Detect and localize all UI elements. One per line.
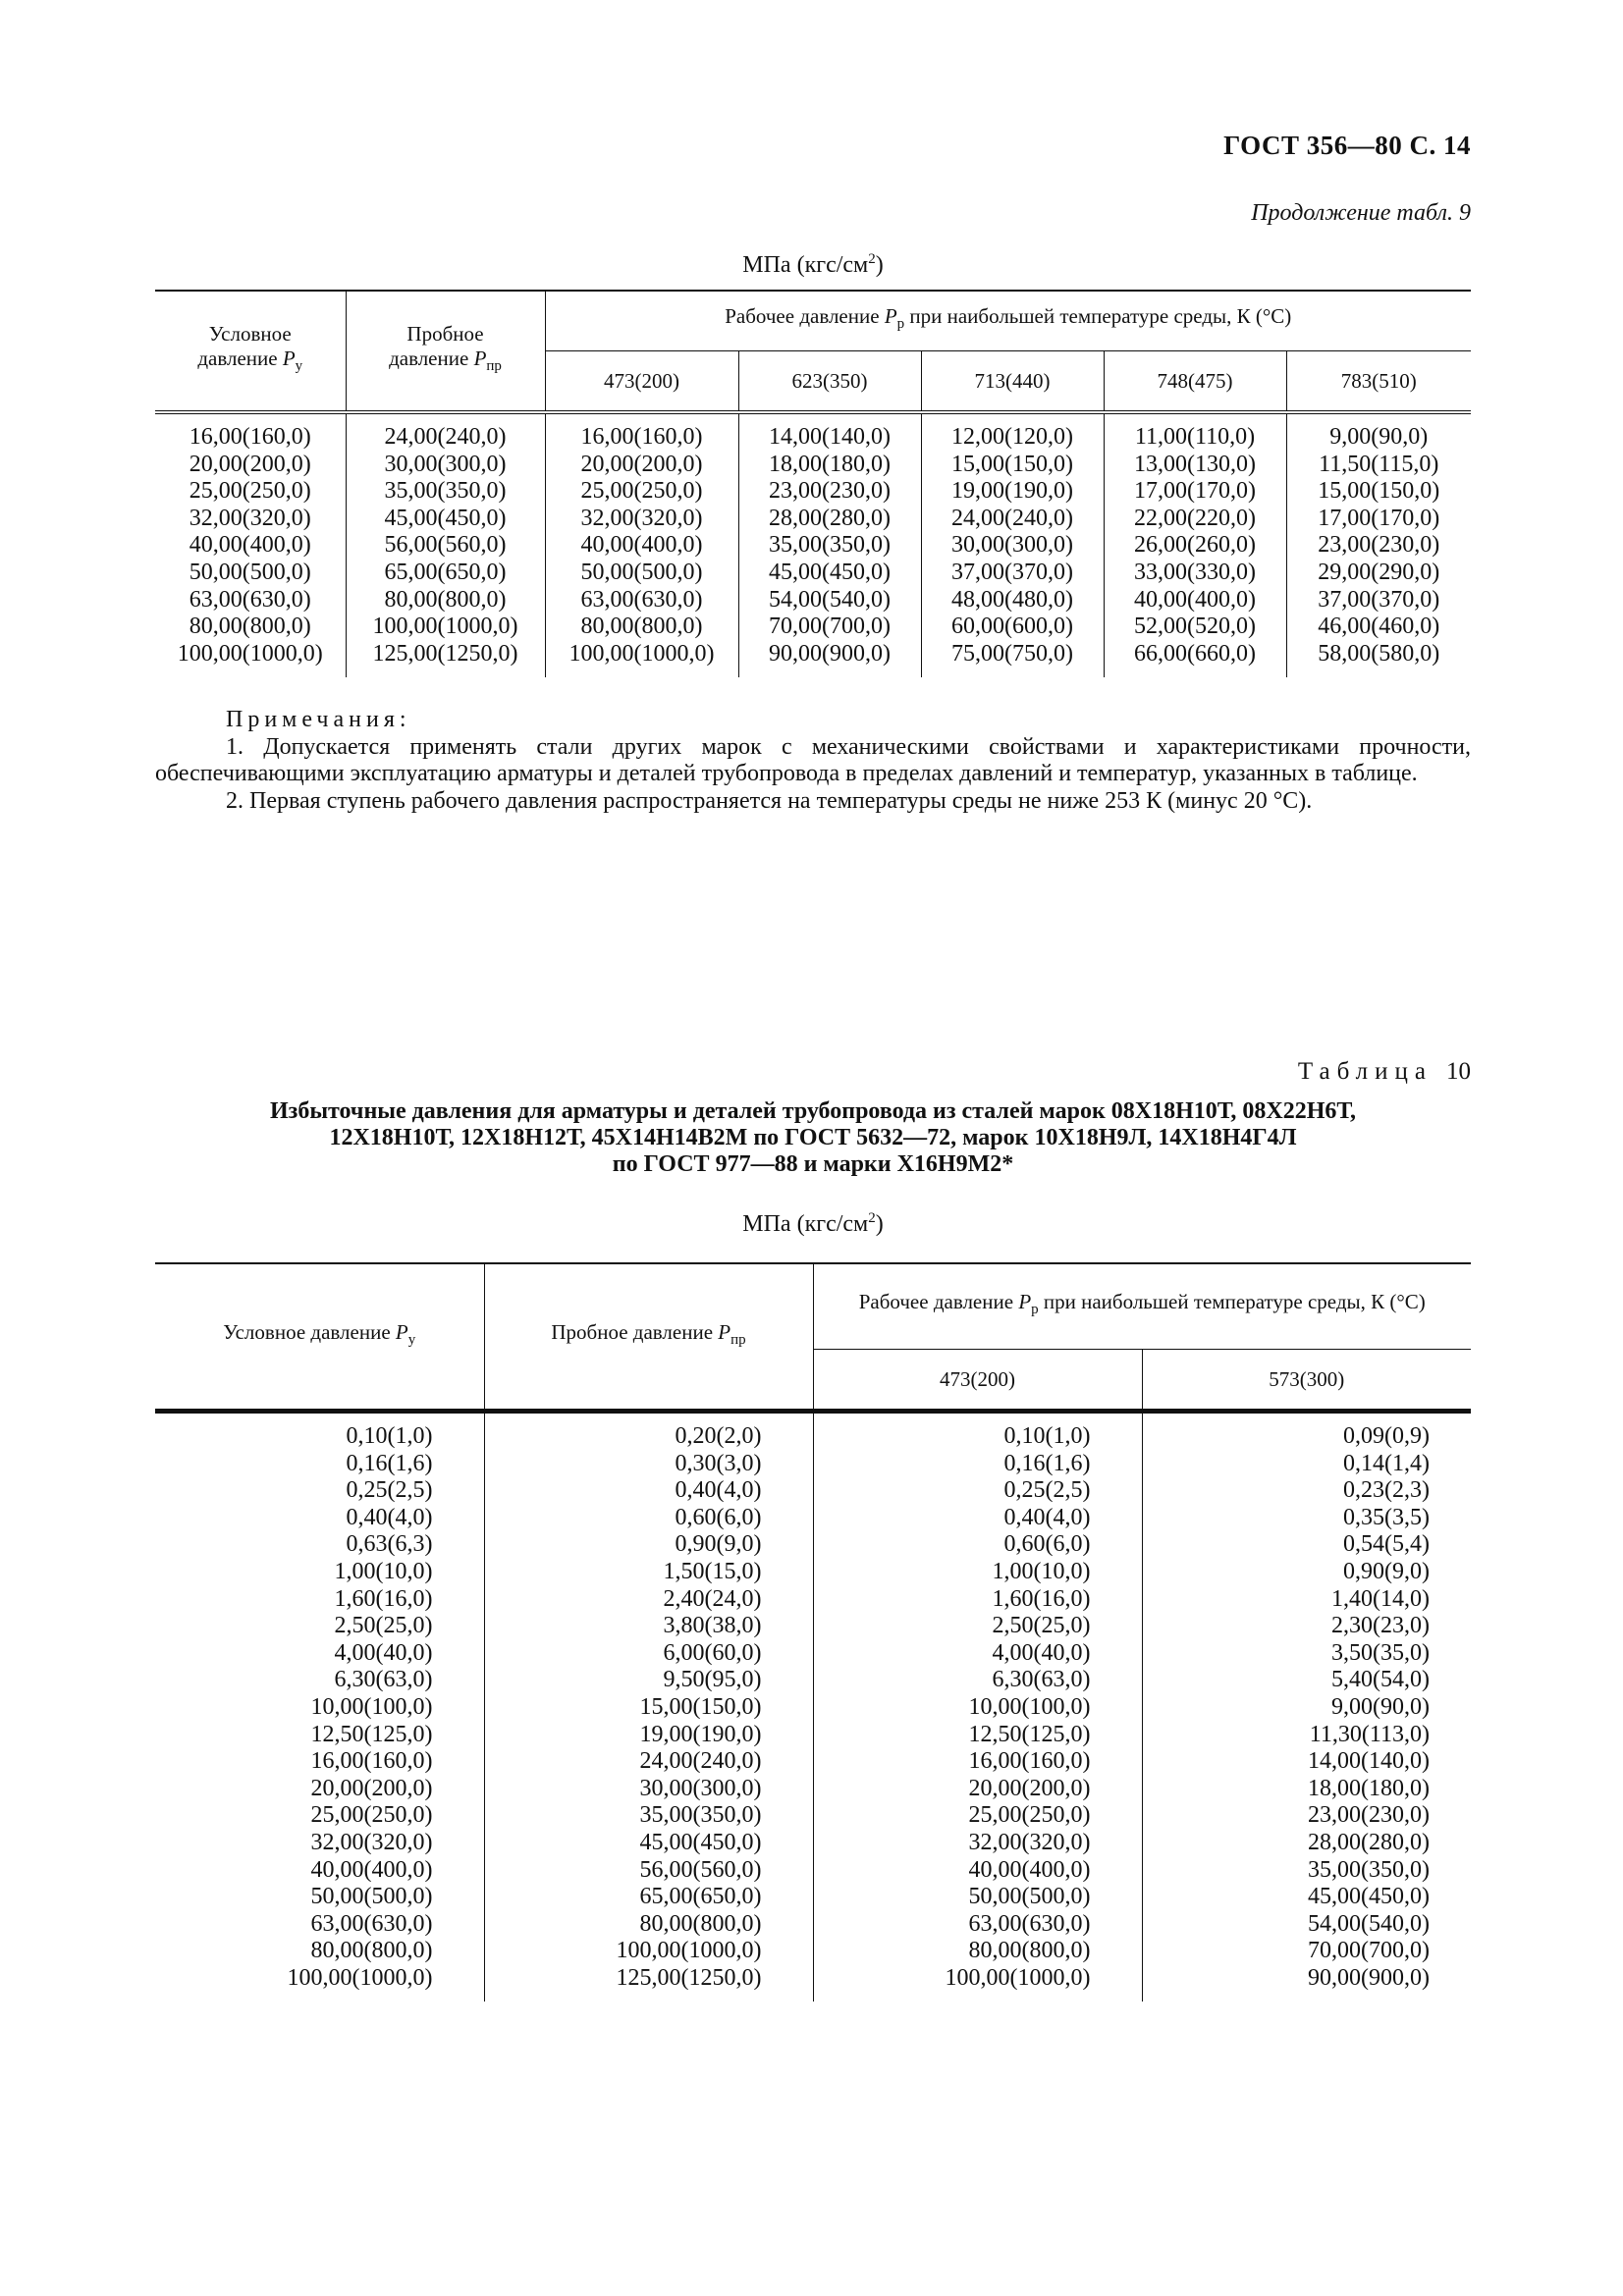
temp-header: 623(350)	[738, 351, 921, 413]
table-cell: 30,00(300,0)	[384, 451, 507, 477]
table-cell: 50,00(500,0)	[189, 559, 311, 585]
table-cell: 63,00(630,0)	[189, 586, 311, 613]
table-cell: 35,00(350,0)	[639, 1802, 762, 1829]
col-conditional-values	[155, 1412, 484, 2002]
table-cell: 0,40(4,0)	[1003, 1504, 1091, 1530]
table-cell: 32,00(320,0)	[580, 505, 703, 531]
table-cell: 100,00(1000,0)	[616, 1938, 762, 1964]
table-cell: 54,00(540,0)	[1308, 1910, 1430, 1937]
table-cell: 12,50(125,0)	[968, 1721, 1091, 1747]
table-cell: 28,00(280,0)	[769, 505, 891, 531]
table-cell: 25,00(250,0)	[310, 1802, 433, 1829]
table-cell: 48,00(480,0)	[951, 586, 1073, 613]
table-cell: 23,00(230,0)	[1308, 1802, 1430, 1829]
table-cell: 5,40(54,0)	[1331, 1667, 1430, 1693]
table-cell: 30,00(300,0)	[951, 532, 1073, 559]
table10-title: Избыточные давления для арматуры и деталей трубопровода из сталей марок 08Х18Н10Т, 08Х22Н6Т, 12Х18Н10Т, 12Х18Н12Т, 45Х14Н14В2М по ГОСТ 5632—72, марок 10Х18Н9Л, 14Х18Н4Г4Л по ГОСТ 977—88 и марки Х16Н9М2*	[270, 1098, 1356, 1177]
table-cell: 11,00(110,0)	[1134, 424, 1256, 450]
table-cell: 100,00(1000,0)	[177, 640, 323, 667]
table-cell: 90,00(900,0)	[769, 640, 891, 667]
table-cell: 50,00(500,0)	[580, 559, 703, 585]
col-temp-values	[921, 412, 1104, 677]
table-cell: 35,00(350,0)	[1308, 1856, 1430, 1883]
table-cell: 80,00(800,0)	[968, 1938, 1091, 1964]
table-cell: 3,50(35,0)	[1331, 1639, 1430, 1666]
table-cell: 63,00(630,0)	[968, 1910, 1091, 1937]
table-cell: 15,00(150,0)	[639, 1693, 762, 1720]
table-cell: 45,00(450,0)	[1308, 1884, 1430, 1910]
col-header-test: Пробное давление $P_{пр}$	[484, 1263, 813, 1412]
table-cell: 28,00(280,0)	[1308, 1829, 1430, 1855]
table-cell: 45,00(450,0)	[639, 1829, 762, 1855]
table-cell: 0,60(6,0)	[1003, 1531, 1091, 1558]
table-cell: 0,90(9,0)	[1343, 1558, 1430, 1584]
table-cell: 20,00(200,0)	[968, 1775, 1091, 1801]
table-cell: 32,00(320,0)	[189, 505, 311, 531]
col-test-values	[484, 1412, 813, 2002]
table-cell: 24,00(240,0)	[384, 424, 507, 450]
col-temp-values	[1104, 412, 1286, 677]
table-cell: 9,00(90,0)	[1329, 424, 1429, 450]
table-cell: 65,00(650,0)	[384, 559, 507, 585]
table-cell: 1,40(14,0)	[1331, 1585, 1430, 1612]
table-cell: 20,00(200,0)	[310, 1775, 433, 1801]
table-cell: 15,00(150,0)	[1318, 478, 1440, 505]
continuation-label: Продолжение табл. 9	[1251, 200, 1471, 226]
table-cell: 0,60(6,0)	[675, 1504, 762, 1530]
table-cell: 14,00(140,0)	[769, 424, 891, 450]
table-cell: 37,00(370,0)	[951, 559, 1073, 585]
col-header-test: Пробное давление $P_{пр}$	[346, 291, 545, 412]
table-cell: 25,00(250,0)	[580, 478, 703, 505]
table-cell: 0,10(1,0)	[346, 1423, 433, 1449]
table-cell: 0,40(4,0)	[675, 1477, 762, 1504]
table-cell: 13,00(130,0)	[1134, 451, 1256, 477]
table-cell: 1,60(16,0)	[334, 1585, 433, 1612]
table-cell: 6,00(60,0)	[663, 1639, 762, 1666]
table-cell: 37,00(370,0)	[1318, 586, 1440, 613]
table-cell: 50,00(500,0)	[968, 1884, 1091, 1910]
table-cell: 63,00(630,0)	[310, 1910, 433, 1937]
table-cell: 32,00(320,0)	[310, 1829, 433, 1855]
page-header: ГОСТ 356—80 С. 14	[1223, 131, 1471, 160]
table-cell: 30,00(300,0)	[639, 1775, 762, 1801]
table-cell: 33,00(330,0)	[1134, 559, 1256, 585]
table-cell: 16,00(160,0)	[580, 424, 703, 450]
table-cell: 19,00(190,0)	[639, 1721, 762, 1747]
table-cell: 40,00(400,0)	[580, 532, 703, 559]
table-cell: 29,00(290,0)	[1318, 559, 1440, 585]
table-cell: 0,30(3,0)	[675, 1450, 762, 1476]
table-cell: 40,00(400,0)	[968, 1856, 1091, 1883]
table-cell: 0,09(0,9)	[1343, 1423, 1430, 1449]
table-cell: 2,50(25,0)	[992, 1613, 1091, 1639]
table-cell: 35,00(350,0)	[769, 532, 891, 559]
table-cell: 0,63(6,3)	[346, 1531, 433, 1558]
table-cell: 16,00(160,0)	[310, 1748, 433, 1775]
table-cell: 125,00(1250,0)	[616, 1964, 762, 1991]
temp-header: 783(510)	[1286, 351, 1471, 413]
table-cell: 45,00(450,0)	[769, 559, 891, 585]
temp-header: 473(200)	[813, 1350, 1142, 1412]
col-header-conditional: Условное давление $P_у$	[155, 1263, 484, 1412]
table-cell: 18,00(180,0)	[769, 451, 891, 477]
temp-header: 473(200)	[545, 351, 738, 413]
table-cell: 17,00(170,0)	[1318, 505, 1440, 531]
table-cell: 100,00(1000,0)	[568, 640, 715, 667]
table-cell: 63,00(630,0)	[580, 586, 703, 613]
col-temp-values	[738, 412, 921, 677]
table-cell: 0,40(4,0)	[346, 1504, 433, 1530]
table-cell: 40,00(400,0)	[310, 1856, 433, 1883]
table-cell: 24,00(240,0)	[639, 1748, 762, 1775]
table-cell: 23,00(230,0)	[1318, 532, 1440, 559]
table-cell: 65,00(650,0)	[639, 1884, 762, 1910]
table-cell: 1,00(10,0)	[334, 1558, 433, 1584]
table-cell: 24,00(240,0)	[951, 505, 1073, 531]
table-cell: 10,00(100,0)	[310, 1693, 433, 1720]
table-cell: 3,80(38,0)	[663, 1613, 762, 1639]
col-test-values	[346, 412, 545, 677]
table-cell: 9,00(90,0)	[1331, 1693, 1430, 1720]
col-temp-values	[1142, 1412, 1471, 2002]
table-cell: 90,00(900,0)	[1308, 1964, 1430, 1991]
table-cell: 0,16(1,6)	[346, 1450, 433, 1476]
table-cell: 12,00(120,0)	[951, 424, 1073, 450]
table-10	[155, 1262, 1471, 2002]
temp-header: 713(440)	[921, 351, 1104, 413]
table-cell: 11,30(113,0)	[1309, 1721, 1430, 1747]
table-cell: 0,35(3,5)	[1343, 1504, 1430, 1530]
table-cell: 4,00(40,0)	[992, 1639, 1091, 1666]
table-cell: 60,00(600,0)	[951, 614, 1073, 640]
table-cell: 80,00(800,0)	[310, 1938, 433, 1964]
table-cell: 26,00(260,0)	[1134, 532, 1256, 559]
col-temp-values	[1286, 412, 1471, 677]
table-cell: 0,10(1,0)	[1003, 1423, 1091, 1449]
col-header-conditional: Условное давление $P_у$	[155, 291, 346, 412]
table-body	[155, 412, 1471, 677]
table-cell: 70,00(700,0)	[1308, 1938, 1430, 1964]
table-cell: 80,00(800,0)	[580, 614, 703, 640]
table-cell: 75,00(750,0)	[951, 640, 1073, 667]
table-cell: 125,00(1250,0)	[372, 640, 518, 667]
table-cell: 0,23(2,3)	[1343, 1477, 1430, 1504]
col-header-working: Рабочее давление $P_р$ при наибольшей температуре среды, К (°С)	[813, 1263, 1471, 1350]
table-cell: 17,00(170,0)	[1134, 478, 1256, 505]
table-cell: 52,00(520,0)	[1134, 614, 1256, 640]
col-temp-values	[545, 412, 738, 677]
table-cell: 2,50(25,0)	[334, 1613, 433, 1639]
table-cell: 1,00(10,0)	[992, 1558, 1091, 1584]
table-cell: 25,00(250,0)	[189, 478, 311, 505]
table-cell: 20,00(200,0)	[189, 451, 311, 477]
table-cell: 6,30(63,0)	[992, 1667, 1091, 1693]
col-header-working: Рабочее давление $P_р$ при наибольшей температуре среды, К (°С)	[545, 291, 1471, 351]
table-cell: 100,00(1000,0)	[945, 1964, 1091, 1991]
notes-heading: Примечания:	[226, 707, 411, 732]
temp-header: 748(475)	[1104, 351, 1286, 413]
table-cell: 14,00(140,0)	[1308, 1748, 1430, 1775]
table-cell: 0,14(1,4)	[1343, 1450, 1430, 1476]
table-cell: 54,00(540,0)	[769, 586, 891, 613]
table-cell: 15,00(150,0)	[951, 451, 1073, 477]
note-item: 2. Первая ступень рабочего давления распространяется на температуры среды не ниже 253 К (минус 20 °С).	[226, 787, 1313, 814]
table-cell: 0,16(1,6)	[1003, 1450, 1091, 1476]
table-cell: 56,00(560,0)	[384, 532, 507, 559]
table-cell: 40,00(400,0)	[1134, 586, 1256, 613]
table-cell: 56,00(560,0)	[639, 1856, 762, 1883]
table-cell: 32,00(320,0)	[968, 1829, 1091, 1855]
note-item: 1. Допускается применять стали других марок с механическими свойствами и характеристиками прочности, обеспечивающими эксплуатацию арматуры и деталей трубопровода в пределах давлений и температур, указанных в таблице.	[155, 733, 1471, 786]
table-cell: 0,25(2,5)	[346, 1477, 433, 1504]
table-cell: 2,40(24,0)	[663, 1585, 762, 1612]
col-conditional-values	[155, 412, 346, 677]
table-cell: 35,00(350,0)	[384, 478, 507, 505]
table-cell: 66,00(660,0)	[1134, 640, 1256, 667]
table-cell: 10,00(100,0)	[968, 1693, 1091, 1720]
table-cell: 45,00(450,0)	[384, 505, 507, 531]
table-cell: 2,30(23,0)	[1331, 1613, 1430, 1639]
notes	[155, 707, 1471, 815]
table-cell: 16,00(160,0)	[189, 424, 311, 450]
table-cell: 50,00(500,0)	[310, 1884, 433, 1910]
table-cell: 16,00(160,0)	[968, 1748, 1091, 1775]
table-cell: 25,00(250,0)	[968, 1802, 1091, 1829]
table-cell: 11,50(115,0)	[1319, 451, 1439, 477]
table-cell: 40,00(400,0)	[189, 532, 311, 559]
table-cell: 80,00(800,0)	[384, 586, 507, 613]
table-body	[155, 1412, 1471, 2002]
table-cell: 6,30(63,0)	[334, 1667, 433, 1693]
table-cell: 0,25(2,5)	[1003, 1477, 1091, 1504]
table-cell: 12,50(125,0)	[310, 1721, 433, 1747]
table-cell: 46,00(460,0)	[1318, 614, 1440, 640]
col-temp-values	[813, 1412, 1142, 2002]
table-cell: 1,50(15,0)	[663, 1558, 762, 1584]
table-cell: 19,00(190,0)	[951, 478, 1073, 505]
table-cell: 58,00(580,0)	[1318, 640, 1440, 667]
table-cell: 100,00(1000,0)	[372, 614, 518, 640]
table-cell: 80,00(800,0)	[639, 1910, 762, 1937]
table-cell: 70,00(700,0)	[769, 614, 891, 640]
table-cell: 9,50(95,0)	[663, 1667, 762, 1693]
table-cell: 20,00(200,0)	[580, 451, 703, 477]
table9-units: МПа $(кгс/см^2)$	[742, 251, 884, 278]
table-cell: 22,00(220,0)	[1134, 505, 1256, 531]
table-cell: 1,60(16,0)	[992, 1585, 1091, 1612]
table-9	[155, 290, 1471, 677]
table-cell: 23,00(230,0)	[769, 478, 891, 505]
table-cell: 0,90(9,0)	[675, 1531, 762, 1558]
table-cell: 0,54(5,4)	[1343, 1531, 1430, 1558]
table10-units: МПа $(кгс/см^2)$	[742, 1210, 884, 1237]
table-cell: 4,00(40,0)	[334, 1639, 433, 1666]
table-cell: 18,00(180,0)	[1308, 1775, 1430, 1801]
table-cell: 80,00(800,0)	[189, 614, 311, 640]
table10-label: Таблица 10	[1297, 1058, 1471, 1085]
temp-header: 573(300)	[1142, 1350, 1471, 1412]
table-cell: 100,00(1000,0)	[287, 1964, 433, 1991]
table-cell: 0,20(2,0)	[675, 1423, 762, 1449]
